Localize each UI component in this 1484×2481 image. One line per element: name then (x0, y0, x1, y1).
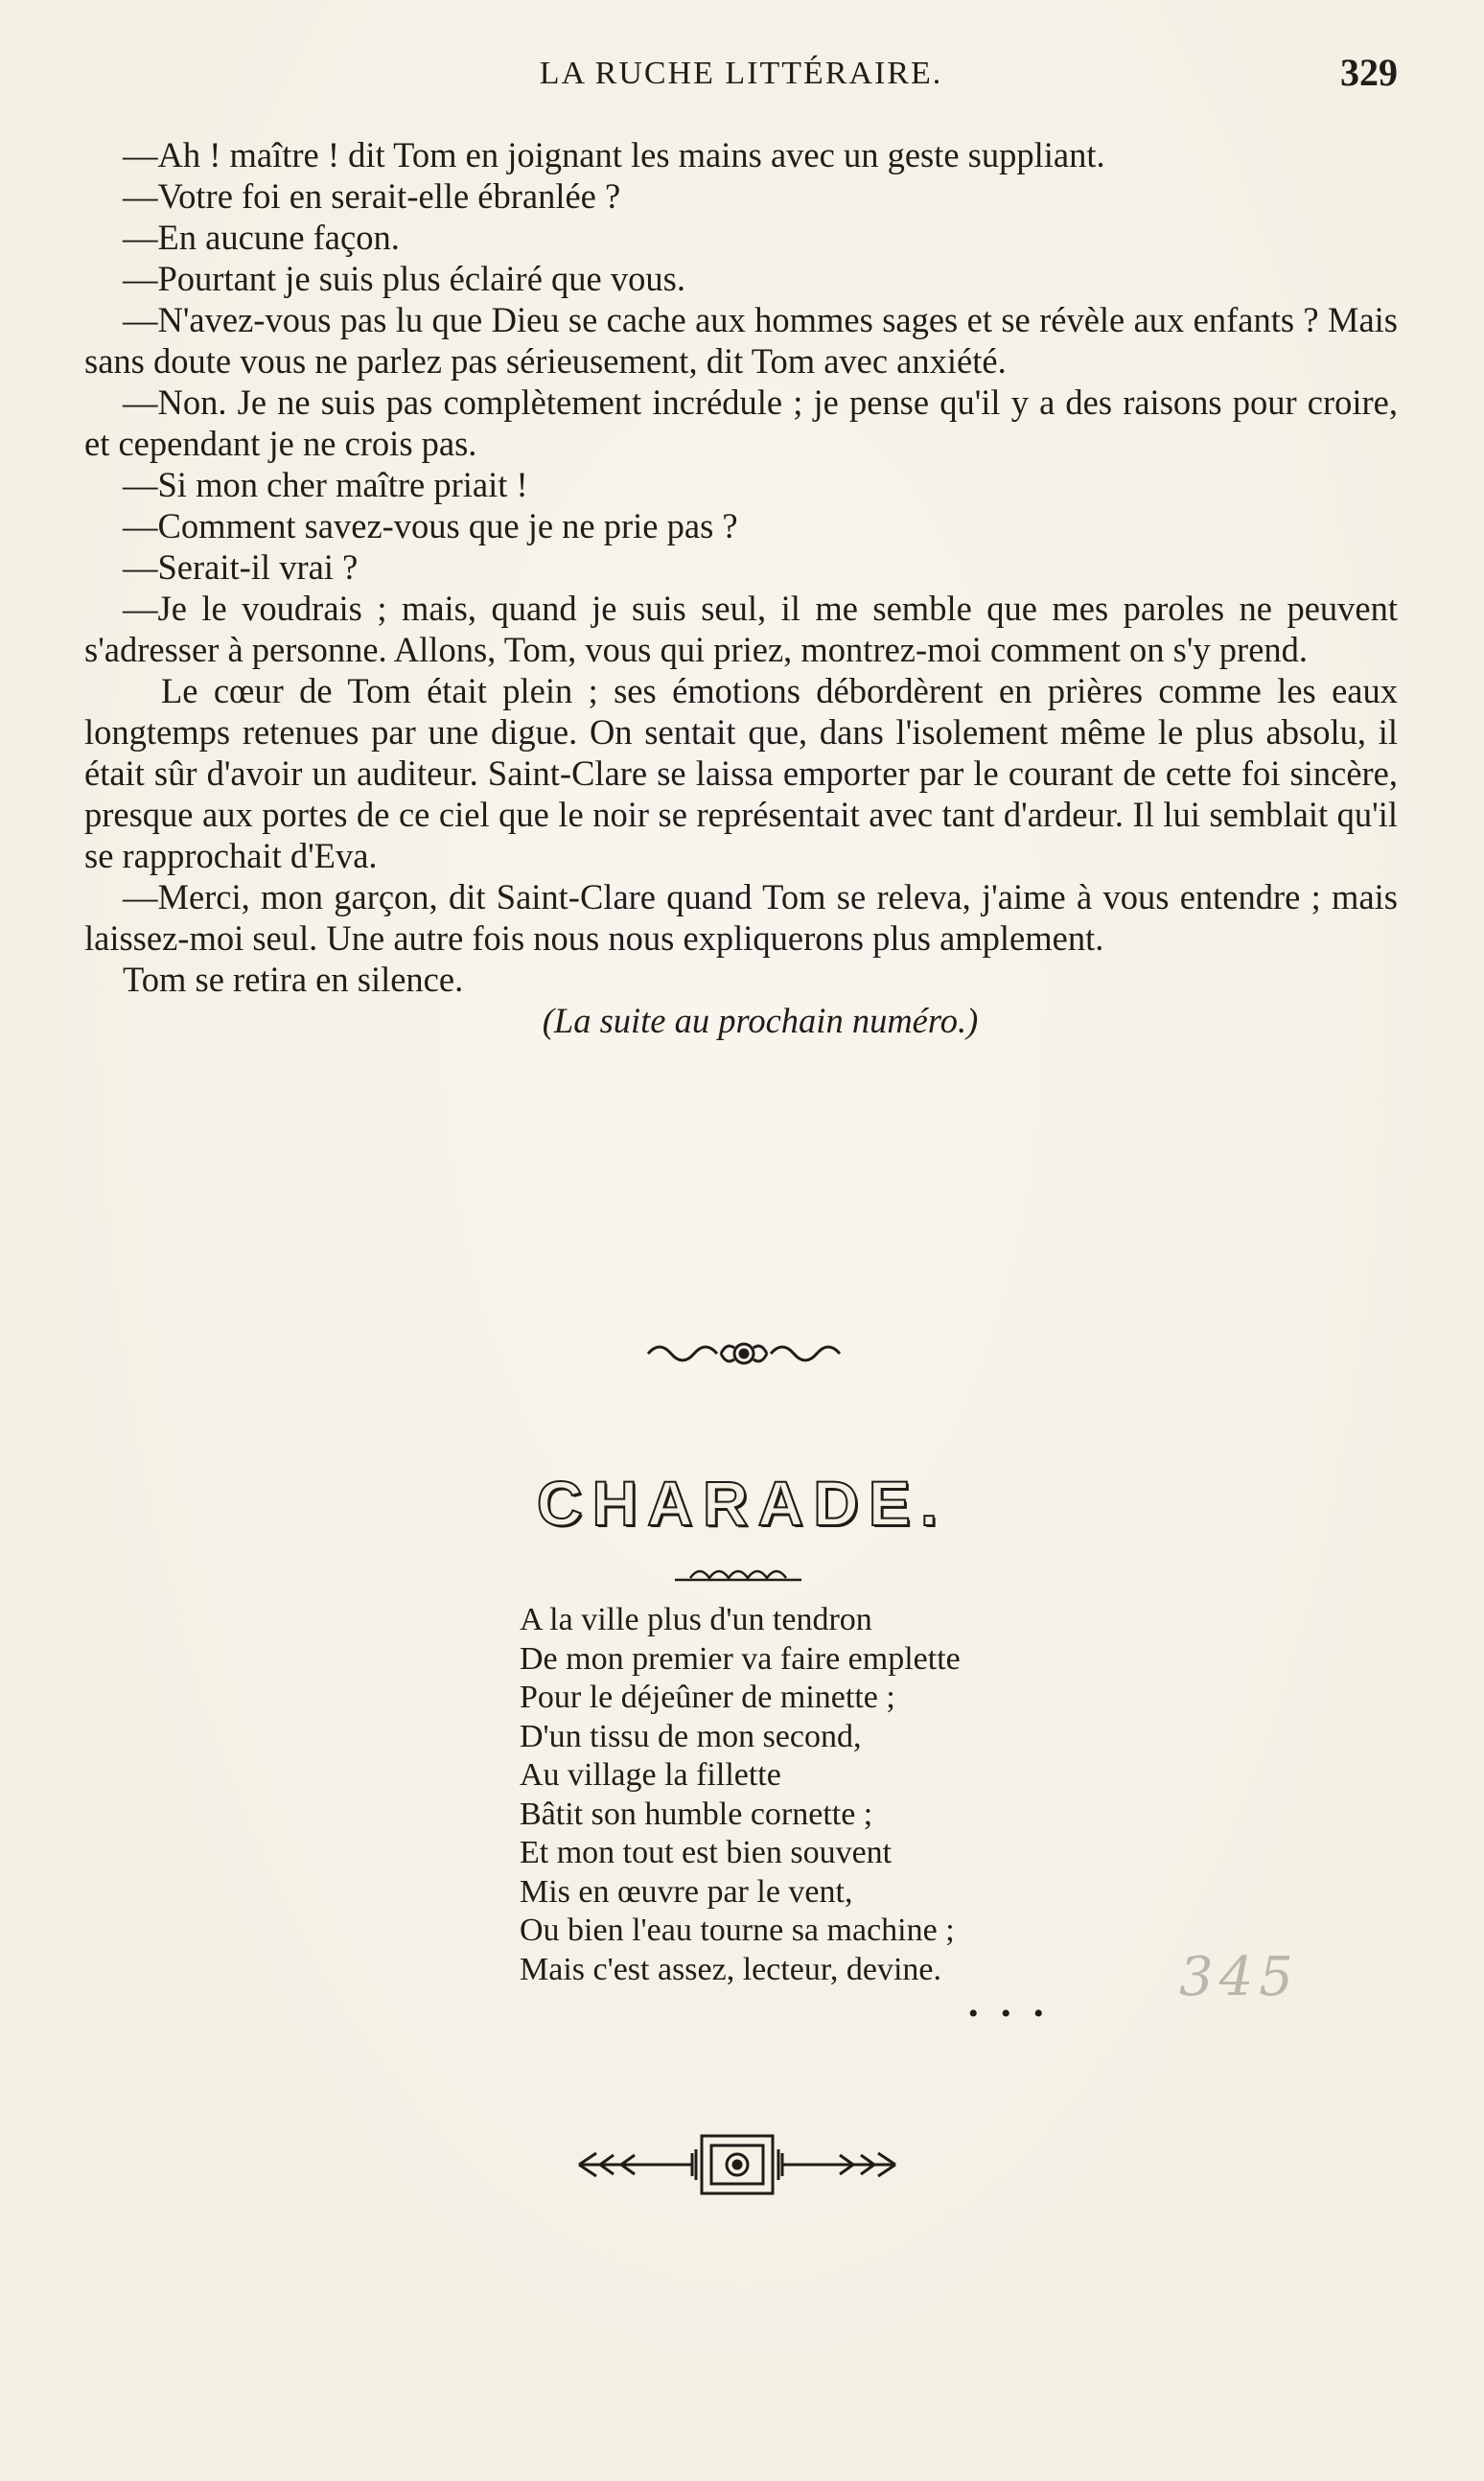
dialogue-line: —Je le voudrais ; mais, quand je suis seul, il me semble que mes paroles ne peuvent s'adresser à personne. Allons, Tom, vous qui priez, montrez-moi comment on s'y prend. (84, 589, 1398, 669)
poem-line: Mis en œuvre par le vent, (520, 1873, 853, 1910)
dialogue-line: —Ah ! maître ! dit Tom en joignant les mains avec un geste suppliant. (123, 135, 1105, 174)
poem-line: Pour le déjeûner de minette ; (520, 1680, 895, 1715)
dialogue-line: —Serait-il vrai ? (123, 547, 359, 587)
poem-line: Et mon tout est bien souvent (520, 1835, 893, 1870)
title-underline-ornament (671, 1561, 805, 1586)
dialogue-line: —Si mon cher maître priait ! (123, 465, 528, 504)
dialogue-line: —Non. Je ne suis pas complètement incrédule ; je pense qu'il y a des raisons pour croire, et cependant je ne crois pas. (84, 383, 1398, 463)
tailpiece-ornament (571, 2126, 903, 2203)
story-text (84, 134, 1398, 1041)
poem-line: D'un tissu de mon second, (520, 1718, 862, 1754)
charade-title: CHARADE. (536, 1468, 948, 1539)
page-header (84, 46, 1398, 104)
continuation-note: (La suite au prochain numéro.) (542, 1001, 979, 1040)
trailing-dots: • • • (968, 1998, 1052, 2029)
running-title: LA RUCHE LITTÉRAIRE. (539, 56, 943, 91)
poem-line: De mon premier va faire emplette (520, 1640, 961, 1677)
dialogue-line: —En aucune façon. (123, 218, 400, 257)
poem-line: A la ville plus d'un tendron (520, 1602, 872, 1637)
pencil-annotation: 345 (1179, 1946, 1299, 2008)
closing-line: Tom se retira en silence. (123, 960, 464, 999)
poem-line: Au village la fillette (520, 1757, 781, 1793)
poem-line: Mais c'est assez, lecteur, devine. (520, 1951, 941, 1987)
dialogue-line: —Pourtant je suis plus éclairé que vous. (123, 259, 685, 298)
dialogue-line: —N'avez-vous pas lu que Dieu se cache aux hommes sages et se révèle aux enfants ? Mais sans doute vous ne parlez pas sérieusement, dit Tom avec anxiété. (84, 300, 1398, 381)
dialogue-line: —Comment savez-vous que je ne prie pas ? (123, 506, 738, 545)
charade-poem (520, 1601, 1191, 1989)
narrative-paragraph: Le cœur de Tom était plein ; ses émotions débordèrent en prières comme les eaux longtemps retenues par une digue. On sentait que, dans l'isolement même le plus absolu, il était sûr d'avoir un auditeur. Saint-Clare se laissa emporter par le courant de cette foi sincère, presque aux portes de ce ciel que le noir se représentait avec tant d'ardeur. Il lui semblait qu'il se rapprochait d'Eva. (84, 671, 1398, 875)
section-ornament (638, 1334, 849, 1373)
closing-dialogue: —Merci, mon garçon, dit Saint-Clare quand Tom se releva, j'aime à vous entendre ; mais laissez-moi seul. Une autre fois nous nous expliquerons plus amplement. (84, 877, 1398, 958)
poem-line: Bâtit son humble cornette ; (520, 1796, 873, 1832)
page-number: 329 (1340, 51, 1398, 94)
poem-line: Ou bien l'eau tourne sa machine ; (520, 1913, 955, 1948)
dialogue-line: —Votre foi en serait-elle ébranlée ? (123, 176, 621, 216)
